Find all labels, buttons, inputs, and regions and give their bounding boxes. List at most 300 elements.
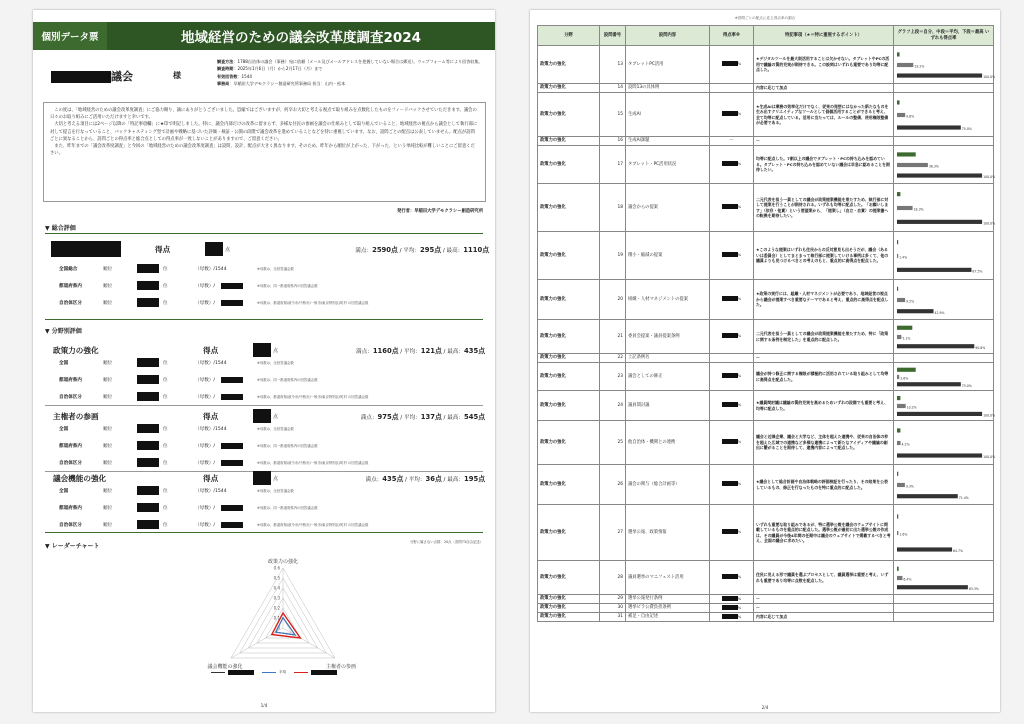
cell-field: 政策力の強化 bbox=[538, 505, 600, 561]
denominator-value: /1544 bbox=[213, 360, 227, 366]
question-table bbox=[537, 25, 994, 622]
rank-unit: 位 bbox=[163, 488, 168, 494]
field-divider bbox=[45, 405, 483, 406]
score-bar-average bbox=[897, 575, 902, 579]
cell-question-no: 13 bbox=[600, 46, 626, 84]
stat-label: 満点： bbox=[355, 248, 373, 254]
radar-tick-label: 0.4 bbox=[273, 585, 280, 591]
redacted-denominator bbox=[221, 300, 243, 306]
redacted-rank bbox=[137, 392, 159, 401]
score-bar-label: 75.0% bbox=[961, 383, 972, 388]
cell-score-rate bbox=[710, 146, 754, 184]
cell-field: 政策力の強化 bbox=[538, 391, 600, 421]
score-bar-max bbox=[897, 344, 974, 348]
denominator-value: / bbox=[213, 460, 215, 466]
score-bar-label: 100.0% bbox=[983, 74, 996, 79]
rank-unit: 位 bbox=[163, 394, 168, 400]
redacted-score-rate bbox=[722, 252, 738, 257]
rank-label: 順位 bbox=[103, 488, 113, 494]
score-bar-chart bbox=[896, 468, 991, 502]
rank-note: ※母数は、同一都道府県内の回答議会数 bbox=[257, 378, 318, 382]
rank-note: ※母数は、都道府県/政令市/中核市/一般市/東京特別区/町村 の回答議会数 bbox=[257, 461, 369, 465]
cell-field: 政策力の強化 bbox=[538, 465, 600, 505]
field-stats bbox=[356, 345, 485, 355]
score-bar-max bbox=[897, 309, 934, 313]
score-bar-chart bbox=[896, 424, 996, 462]
score-bar-chart bbox=[896, 49, 996, 81]
section-divider bbox=[45, 319, 483, 320]
score-bar-average bbox=[897, 403, 906, 407]
percent-sign: % bbox=[737, 374, 742, 378]
redacted-score-rate bbox=[722, 204, 738, 209]
redacted-score-rate bbox=[722, 574, 738, 579]
cell-question-no: 30 bbox=[600, 604, 626, 613]
meta-line bbox=[217, 80, 487, 87]
table-row bbox=[538, 421, 994, 465]
rank-row-label: 都道府県内 bbox=[59, 283, 82, 289]
score-bar-max bbox=[897, 585, 968, 589]
cell-question-no: 16 bbox=[600, 137, 626, 146]
score-bar-self bbox=[897, 396, 900, 400]
denominator-label: （母数） bbox=[195, 522, 214, 528]
legend-swatch bbox=[211, 672, 225, 673]
score-bar-max bbox=[897, 73, 982, 77]
score-bar-max bbox=[897, 382, 961, 386]
redacted-rank bbox=[137, 458, 159, 467]
percent-sign: % bbox=[737, 440, 742, 444]
score-bar-label: 87.5% bbox=[972, 269, 983, 274]
denominator-label: （母数） bbox=[195, 377, 214, 383]
meta-label: 事務局 bbox=[217, 81, 230, 87]
denominator-label: （母数） bbox=[195, 488, 214, 494]
denominator-value: / bbox=[213, 505, 215, 511]
rank-row-label: 自治体区分 bbox=[59, 460, 82, 466]
radar-heading: ▼ レーダーチャート bbox=[45, 543, 100, 550]
radar-axis-label: 議会機能の強化 bbox=[207, 664, 243, 670]
cell-question-no: 17 bbox=[600, 146, 626, 184]
score-bar-chart bbox=[896, 366, 991, 388]
cell-score-rate bbox=[710, 604, 754, 613]
score-bar-max bbox=[897, 453, 982, 457]
rank-label: 順位 bbox=[103, 360, 113, 366]
rank-unit: 位 bbox=[163, 377, 168, 383]
cell-field: 政策力の強化 bbox=[538, 232, 600, 280]
header-score-rate: 得点率※ bbox=[710, 26, 754, 46]
rank-row bbox=[59, 297, 485, 308]
field-stats bbox=[361, 411, 485, 421]
rank-note: ※母数は、全回答議会数 bbox=[257, 361, 294, 365]
cell-score-rate bbox=[710, 363, 754, 391]
rank-row-label: 都道府県内 bbox=[59, 505, 82, 511]
cell-question: 議会の関与（総合計画等） bbox=[626, 465, 710, 505]
cell-graph bbox=[894, 421, 994, 465]
rank-label: 順位 bbox=[103, 377, 113, 383]
cell-notes: ー bbox=[754, 595, 894, 604]
field-name: 議会機能の強化 bbox=[53, 473, 107, 483]
cell-question: 選挙公報、政策情報 bbox=[626, 505, 710, 561]
radar-tick-label: 0.5 bbox=[273, 575, 280, 581]
rank-row bbox=[59, 485, 485, 496]
max-score: 2590点 bbox=[372, 246, 398, 254]
rank-label: 順位 bbox=[103, 283, 113, 289]
cell-question: 議員間討議 bbox=[626, 391, 710, 421]
cell-field: 政策力の強化 bbox=[538, 84, 600, 93]
score-bar-max bbox=[897, 267, 971, 271]
rank-note: ※母数は、全回答議会数 bbox=[257, 267, 294, 271]
score-bar-label: 2.6% bbox=[900, 376, 909, 381]
score-bar-label: 100.0% bbox=[983, 174, 996, 179]
field-name: 政策力の強化 bbox=[53, 345, 99, 355]
score-bar-label: 90.8% bbox=[975, 345, 986, 350]
redacted-denominator bbox=[221, 505, 243, 511]
denominator-label: （母数） bbox=[195, 266, 214, 272]
score-bar-label: 1.4% bbox=[899, 255, 908, 260]
rank-unit: 位 bbox=[163, 360, 168, 366]
header-field: 分野 bbox=[538, 26, 600, 46]
cell-score-rate bbox=[710, 505, 754, 561]
cell-question-no: 26 bbox=[600, 465, 626, 505]
rank-label: 順位 bbox=[103, 522, 113, 528]
legend-swatch bbox=[262, 672, 276, 673]
rank-note: ※母数は、都道府県/政令市/中核市/一般市/東京特別区/町村 の回答議会数 bbox=[257, 395, 369, 399]
score-bar-chart bbox=[896, 283, 991, 317]
cell-graph bbox=[894, 363, 994, 391]
cell-question: 委員会提案・議員提案条例 bbox=[626, 320, 710, 354]
cell-score-rate bbox=[710, 184, 754, 232]
rank-unit: 位 bbox=[163, 266, 168, 272]
field-stats bbox=[365, 473, 485, 483]
rank-unit: 位 bbox=[163, 443, 168, 449]
rank-label: 順位 bbox=[103, 300, 113, 306]
rank-unit: 位 bbox=[163, 505, 168, 511]
redacted-rank bbox=[137, 281, 159, 290]
score-bar-self bbox=[897, 566, 899, 570]
score-bar-label: 9.3% bbox=[905, 484, 914, 489]
percent-sign: % bbox=[737, 205, 742, 209]
radar-tick-label: 0.2 bbox=[273, 605, 280, 611]
score-bar-label: 10.2% bbox=[906, 405, 917, 410]
score-bar-average bbox=[897, 530, 898, 534]
cell-question-no: 21 bbox=[600, 320, 626, 354]
score-bar-label: 71.4% bbox=[958, 495, 969, 500]
score-bar-chart bbox=[896, 394, 996, 418]
cell-question-no: 29 bbox=[600, 595, 626, 604]
cell-field: 政策力の強化 bbox=[538, 613, 600, 622]
rank-note: ※母数は、全回答議会数 bbox=[257, 489, 294, 493]
score-bar-chart bbox=[896, 323, 991, 351]
cell-field: 政策力の強化 bbox=[538, 320, 600, 354]
rank-label: 順位 bbox=[103, 443, 113, 449]
percent-sign: % bbox=[737, 162, 742, 166]
cell-question-no: 27 bbox=[600, 505, 626, 561]
table-header-row bbox=[538, 26, 994, 46]
denominator-label: （母数） bbox=[195, 426, 214, 432]
cell-field: 政策力の強化 bbox=[538, 595, 600, 604]
table-row bbox=[538, 354, 994, 363]
redacted-score-rate bbox=[722, 296, 738, 301]
radar-chart bbox=[183, 546, 383, 686]
cell-question: 他自治体・機関との連携 bbox=[626, 421, 710, 465]
cell-field: 政策力の強化 bbox=[538, 137, 600, 146]
score-unit: 点 bbox=[225, 246, 231, 253]
score-bar-label: 100.0% bbox=[983, 454, 996, 459]
meta-line bbox=[217, 73, 487, 80]
cell-score-rate bbox=[710, 280, 754, 320]
overall-stats bbox=[355, 244, 489, 254]
redacted-legend-name bbox=[228, 670, 254, 675]
legend-item-self bbox=[211, 670, 254, 675]
score-bar-chart bbox=[896, 235, 991, 277]
redacted-rank bbox=[137, 486, 159, 495]
cell-graph bbox=[894, 46, 994, 84]
header-question-no: 設問番号 bbox=[600, 26, 626, 46]
score-bar-chart bbox=[896, 149, 996, 181]
redacted-total bbox=[51, 241, 121, 257]
rank-label: 順位 bbox=[103, 394, 113, 400]
avg-score: 137点 bbox=[420, 413, 442, 421]
score-bar-max bbox=[897, 494, 958, 498]
redacted-denominator bbox=[221, 394, 243, 400]
table-row bbox=[538, 46, 994, 84]
cell-graph bbox=[894, 613, 994, 622]
cell-question: 組織・人材マネジメントの提案 bbox=[626, 280, 710, 320]
stat-label: / 平均： bbox=[398, 415, 421, 421]
score-label: 得点 bbox=[203, 473, 219, 483]
intro-paragraph: 大切と考える項目には2ページ以降の「特記事項欄」に★印で明記しました。特に、議会内部だけの改革に留まらず、多様な住民の参画を議会の仕組みとして取り組んでいること、地域経営の視点から議会として執行部に対して提言を行なっていること、バックキャスティング型で計画や戦略に基づいた評価・検証・公開の段階で議会改革を進めていることなどを特に重視しています。なお、設問ごとの配点は公表していません。配点が設問ごとに異なることから、設問ごとの得点率と総合点としての得点率が一致しないことがありますので、ご留意ください。 bbox=[50, 122, 478, 142]
avg-score: 295点 bbox=[420, 246, 442, 254]
cell-notes: ★生成AIは業務の効率化だけでなく、従来の発想にはなかった新たなものを生み出すクリエイティブなツールとして価値活用することができると考え、全て均等に配点している。活用に当たっては、ルールの整備、使用権限整備が必要である。 bbox=[754, 93, 894, 137]
cell-score-rate bbox=[710, 561, 754, 595]
redacted-rank bbox=[137, 441, 159, 450]
denominator-value: /1544 bbox=[213, 266, 227, 272]
table-row bbox=[538, 391, 994, 421]
denominator-label: （母数） bbox=[195, 283, 214, 289]
report-page-1 bbox=[33, 10, 495, 712]
cell-score-rate bbox=[710, 137, 754, 146]
rank-label: 順位 bbox=[103, 426, 113, 432]
cell-score-rate bbox=[710, 391, 754, 421]
score-bar-self bbox=[897, 240, 898, 244]
intro-paragraph: また、昨年までの「議会改革度調査」と今回の「地域経営のための議会改革度調査」は設問、設計、配点が大きく異なります。そのため、昨年から順位が上がった、下がった、という単純比較が難しいことにご留意ください。 bbox=[50, 144, 475, 157]
denominator-value: /1544 bbox=[213, 488, 227, 494]
cell-notes: 二元代表を担う一員としての議会が政策提案機能を果たすため、特に「政策に関する条例を制定した」を重点的に配点した。 bbox=[754, 320, 894, 354]
cell-score-rate bbox=[710, 84, 754, 93]
score-bar-average bbox=[897, 205, 913, 209]
rank-row bbox=[59, 280, 485, 291]
report-title: 地域経営のための議会改革度調査2024 bbox=[107, 22, 495, 50]
meta-label: 有効回答数 bbox=[217, 73, 238, 79]
radar-tick-label: 0.3 bbox=[273, 595, 280, 601]
report-page-2 bbox=[530, 10, 1000, 712]
cell-question-no: 18 bbox=[600, 184, 626, 232]
cell-question-no: 15 bbox=[600, 93, 626, 137]
denominator-value: / bbox=[213, 377, 215, 383]
score-bar-max bbox=[897, 219, 982, 223]
cell-question: 議員選挙のマニフェスト活用 bbox=[626, 561, 710, 595]
denominator-value: / bbox=[213, 283, 215, 289]
denominator-label: （母数） bbox=[195, 300, 214, 306]
rank-row bbox=[59, 440, 485, 451]
cell-graph bbox=[894, 232, 994, 280]
max-score: 975点 bbox=[377, 413, 399, 421]
score-bar-label: 100.0% bbox=[983, 221, 996, 226]
cell-graph bbox=[894, 604, 994, 613]
cell-notes: 内容に応じて加点 bbox=[754, 84, 894, 93]
cell-question: 生成AI bbox=[626, 93, 710, 137]
table-row bbox=[538, 280, 994, 320]
redacted-denominator bbox=[221, 283, 243, 289]
cell-score-rate bbox=[710, 421, 754, 465]
stat-label: / 最高： bbox=[441, 415, 464, 421]
rank-unit: 位 bbox=[163, 522, 168, 528]
score-bar-average bbox=[897, 162, 928, 166]
redacted-score-rate bbox=[722, 596, 738, 601]
score-bar-label: 19.2% bbox=[914, 64, 925, 69]
redacted-rank bbox=[137, 375, 159, 384]
table-row bbox=[538, 184, 994, 232]
intro-paragraph: この度は、「地域経営のための議会改革度調査」にご協力賜り、誠にありがとうございました。恐縮ではございますが、何卒お大切と考える視点で取り組みを点数化したものをフィードバックさせていただきます。議会の日々のお取り組みにご活用いただけますと幸いです。 bbox=[50, 108, 477, 121]
redacted-rank bbox=[137, 264, 159, 273]
legend-item-average bbox=[262, 670, 286, 675]
cell-graph bbox=[894, 137, 994, 146]
score-bar-label: 9.5% bbox=[906, 299, 915, 304]
cell-notes: ★議会として総合計画や自治体戦略の評価検証を行ったり、その結果を公表しているもの、修正を行なったものを特に重点的に配点した。 bbox=[754, 465, 894, 505]
score-bar-label: 64.7% bbox=[953, 548, 964, 553]
cell-graph bbox=[894, 595, 994, 604]
denominator-label: （母数） bbox=[195, 443, 214, 449]
cell-question: 補足・自由記述 bbox=[626, 613, 710, 622]
addressee-suffix: 議会 bbox=[111, 70, 133, 83]
stat-label: / 最高： bbox=[441, 349, 464, 355]
cell-question-no: 23 bbox=[600, 363, 626, 391]
rank-row bbox=[59, 423, 485, 434]
cell-score-rate bbox=[710, 613, 754, 622]
cell-question-no: 24 bbox=[600, 391, 626, 421]
denominator bbox=[195, 360, 257, 366]
rank-row bbox=[59, 457, 485, 468]
cell-notes: 議会と近隣企業、議会と大学など、主体を超えた連携や、従来の自治体の枠を超えた広域での連携など多様な連携によって新たなアイディアや議論の創出に繋がることを期待して、連携内容によって配点した。 bbox=[754, 421, 894, 465]
percent-sign: % bbox=[737, 530, 742, 534]
score-unit: 点 bbox=[273, 413, 279, 420]
stat-label: / 最高： bbox=[441, 248, 464, 254]
field-name: 主権者の参画 bbox=[53, 411, 99, 421]
header-notes: 特記事項（★＝特に重視するポイント） bbox=[754, 26, 894, 46]
redacted-rank bbox=[137, 424, 159, 433]
rank-note: ※母数は、同一都道府県内の回答議会数 bbox=[257, 284, 318, 288]
score-bar-average bbox=[897, 297, 905, 301]
score-label: 得点 bbox=[155, 244, 171, 254]
score-bar-average bbox=[897, 334, 901, 338]
cell-score-rate bbox=[710, 232, 754, 280]
redacted-rank bbox=[137, 298, 159, 307]
rank-row-label: 自治体区分 bbox=[59, 300, 82, 306]
rank-row-label: 全国 bbox=[59, 488, 69, 494]
cell-notes: 二元代表を担う一員としての議会が政策提案機能を果たすため、執行部に対して提案を行うことが期待される。いずれも均等に配点した。「お願いします」（依存・他責）という要望案から、「提案し」（自立・自責）の提案書への転換を期待したい。 bbox=[754, 184, 894, 232]
rank-row-label: 全国 bbox=[59, 426, 69, 432]
cell-score-rate bbox=[710, 465, 754, 505]
cell-question: タブレットPC活用 bbox=[626, 46, 710, 84]
rank-label: 順位 bbox=[103, 505, 113, 511]
denominator-label: （母数） bbox=[195, 360, 214, 366]
score-bar-self bbox=[897, 325, 912, 329]
score-bar-self bbox=[897, 286, 898, 290]
stat-label: 満点： bbox=[360, 415, 378, 421]
table-row bbox=[538, 320, 994, 354]
cell-score-rate bbox=[710, 93, 754, 137]
cell-notes: ー bbox=[754, 604, 894, 613]
score-bar-max bbox=[897, 547, 952, 551]
meta-text: ：1788自治体の議会（事務）宛に依頼（メール及びメールアドレスを把握していない場合は郵送）。ウェブフォーム等により回答収集。 bbox=[233, 59, 483, 64]
meta-label: 調査方法 bbox=[217, 59, 234, 64]
rank-unit: 位 bbox=[163, 460, 168, 466]
radar-axis-label: 主権者の参画 bbox=[325, 664, 356, 670]
score-label: 得点 bbox=[203, 411, 219, 421]
radar-legend bbox=[211, 670, 345, 675]
score-bar-self bbox=[897, 514, 898, 518]
denominator-value: / bbox=[213, 300, 215, 306]
cell-notes: ー bbox=[754, 137, 894, 146]
header-question: 設問内容 bbox=[626, 26, 710, 46]
score-bar-label: 1.6% bbox=[899, 532, 908, 537]
table-row bbox=[538, 595, 994, 604]
cell-field: 政策力の強化 bbox=[538, 184, 600, 232]
score-bar-self bbox=[897, 428, 900, 432]
legend-item-other bbox=[294, 670, 337, 675]
percent-sign: % bbox=[737, 253, 742, 257]
rank-row bbox=[59, 374, 485, 385]
cell-question: 上記条例名 bbox=[626, 354, 710, 363]
cell-graph bbox=[894, 320, 994, 354]
cell-score-rate bbox=[710, 46, 754, 84]
avg-score: 36点 bbox=[425, 475, 442, 483]
rank-note: ※母数は、同一都道府県内の回答議会数 bbox=[257, 506, 318, 510]
page-number: 1/4 bbox=[260, 703, 268, 708]
cell-field: 政策力の強化 bbox=[538, 280, 600, 320]
honorific: 様 bbox=[173, 71, 181, 80]
percent-sign: % bbox=[737, 605, 742, 610]
redacted-denominator bbox=[221, 460, 243, 466]
table-row bbox=[538, 505, 994, 561]
score-bar-self bbox=[897, 152, 916, 156]
rank-note: ※母数は、都道府県/政令市/中核市/一般市/東京特別区/町村 の回答議会数 bbox=[257, 523, 369, 527]
top-score: 545点 bbox=[464, 413, 485, 421]
cell-notes: 均等に配点した。7割以上の議会でタブレット・PCの持ち込みを認めている。タブレット・PCの持ち込みを認めていない議会は早急に認めることを期待したい。 bbox=[754, 146, 894, 184]
rank-row bbox=[59, 263, 485, 274]
cell-question-no: 14 bbox=[600, 84, 626, 93]
score-bar-label: 6.4% bbox=[903, 577, 912, 582]
cell-graph bbox=[894, 354, 994, 363]
redacted-score-rate bbox=[722, 161, 738, 166]
stat-label: / 平均： bbox=[403, 477, 426, 483]
cell-score-rate bbox=[710, 595, 754, 604]
cell-graph bbox=[894, 561, 994, 595]
redacted-score-rate bbox=[722, 402, 738, 407]
table-row bbox=[538, 84, 994, 93]
table-row bbox=[538, 613, 994, 622]
addressee bbox=[51, 68, 133, 84]
cell-graph bbox=[894, 505, 994, 561]
table-row bbox=[538, 93, 994, 137]
rank-row bbox=[59, 502, 485, 513]
denominator bbox=[195, 488, 257, 494]
score-bar-self bbox=[897, 52, 900, 56]
score-bar-chart bbox=[896, 564, 991, 592]
table-row bbox=[538, 561, 994, 595]
rank-unit: 位 bbox=[163, 426, 168, 432]
redacted-score-rate bbox=[722, 111, 738, 116]
cell-graph bbox=[894, 465, 994, 505]
cell-field: 政策力の強化 bbox=[538, 146, 600, 184]
